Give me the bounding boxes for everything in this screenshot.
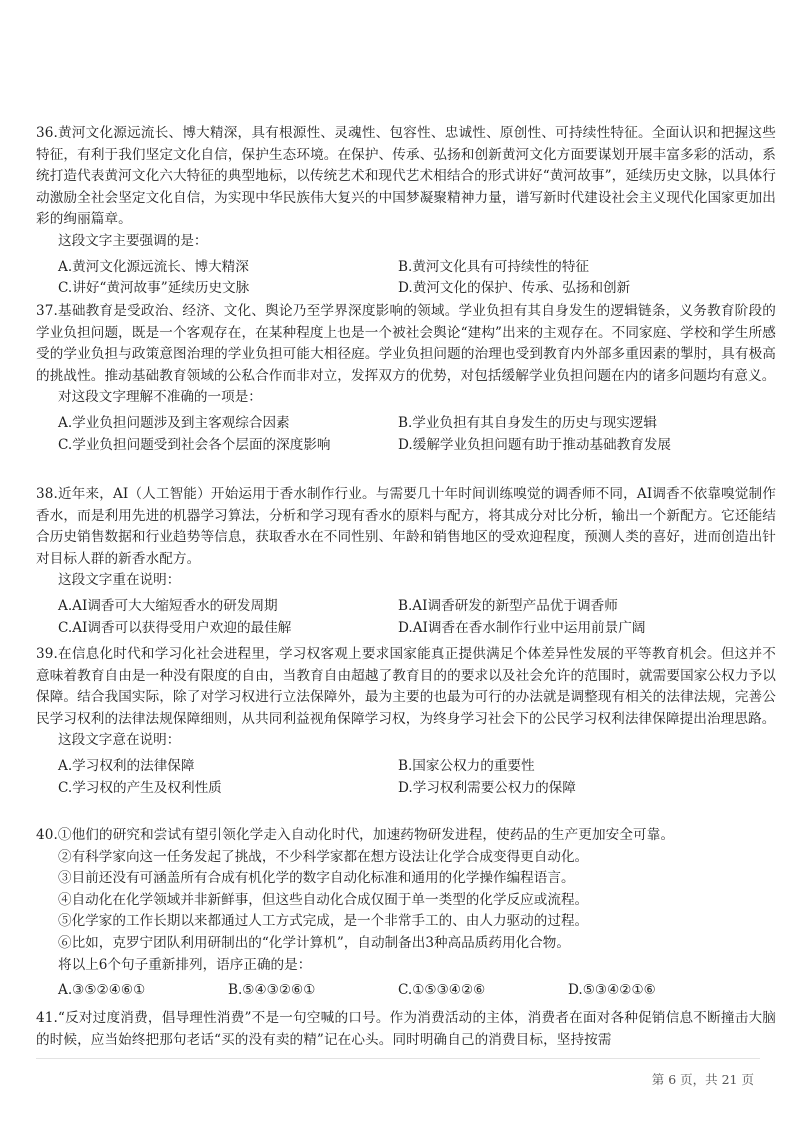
option-b[interactable]: B.⑤④③②⑥①: [228, 982, 316, 999]
question-39-ask: 这段文字意在说明：: [58, 732, 181, 749]
option-a[interactable]: A.黄河文化源远流长、博大精深: [58, 258, 249, 275]
question-38: [36, 484, 776, 639]
question-36-number: 36.: [36, 125, 58, 141]
sentence-3: ③目前还没有可涵盖所有合成有机化学的数字自动化标准和通用的化学操作编程语言。: [58, 870, 575, 887]
question-36-ask: 这段文字主要强调的是：: [58, 232, 208, 249]
option-d[interactable]: D.黄河文化的保护、传承、弘扬和创新: [398, 280, 631, 297]
question-36-text: 黄河文化源远流长、博大精深，具有根源性、灵魂性、包容性、忠诚性、原创性、可持续性特征。全面认识和把握这些特征，有利于我们坚定文化自信，保护生态环境。在保护、传承、弘扬和创新黄河文化方面要谋划开展丰富多彩的活动，系统打造代表黄河文化六大特征的典型地标，以传统艺术和现代艺术相结合的形式讲好“黄河故事”，延续历史文脉，以具体行动激励全社会坚定文化自信，为实现中华民族伟大复兴的中国梦凝聚精神力量，谱写新时代建设社会主义现代化国家更加出彩的绚丽篇章。: [36, 125, 776, 228]
question-38-text: 近年来，AI（人工智能）开始运用于香水制作行业。与需要几十年时间训练嗅觉的调香师不同，AI调香不依靠嗅觉制作香水，而是利用先进的机器学习算法，分析和学习现有香水的原料与配方，将其成分对比分析，输出一个新配方。它还能结合历史销售数据和行业趋势等信息，获取香水在不同性别、年龄和销售地区的受欢迎程度，预测人类的喜好，进而创造出针对目标人群的新香水配方。: [36, 486, 776, 567]
question-37-options: [58, 413, 776, 456]
question-37-text: 基础教育是受政治、经济、文化、舆论乃至学界深度影响的领域。学业负担有其自身发生的逻辑链条，义务教育阶段的学业负担问题，既是一个客观存在，在某种程度上也是一个被社会舆论“建构”出来的主观存在。不同家庭、学校和学生所感受的学业负担与政策意图治理的学业负担可能大相径庭。学业负担问题的治理也受到教育内外部多重因素的掣肘，具有极高的挑战性。推动基础教育领域的公私合作而非对立，发挥双方的优势，对包括缓解学业负担问题在内的诸多问题均有意义。: [36, 303, 776, 384]
option-c[interactable]: C.学习权的产生及权利性质: [58, 779, 222, 796]
question-38-options: [58, 596, 776, 639]
question-40-options: [58, 980, 776, 1002]
question-39-options: [58, 756, 776, 799]
option-b[interactable]: B.学业负担有其自身发生的历史与现实逻辑: [398, 414, 657, 431]
question-37-number: 37.: [36, 303, 58, 319]
question-39-text: 在信息化时代和学习化社会进程里，学习权客观上要求国家能真正提供满足个体差异性发展的平等教育机会。但这并不意味着教育自由是一种没有限度的自由，当教育自由超越了教育目的的要求以及社会允许的范围时，就需要国家公权力予以保障。结合我国实际，除了对学习权进行立法保障外，最为主要的也最为可行的办法就是调整现有相关的法律法规，完善公民学习权利的法律法规保障细则，从共同利益视角保障学习权，为终身学习社会下的公民学习权利法律保障提出治理思路。: [36, 646, 776, 727]
question-41-number: 41.: [36, 1010, 58, 1026]
question-36-stem: [36, 123, 776, 231]
option-a[interactable]: A.AI调香可大大缩短香水的研发周期: [58, 597, 278, 614]
sentence-6: ⑥比如，克罗宁团队利用研制出的“化学计算机”，自动制备出3种高品质药用化合物。: [58, 934, 570, 951]
footer-divider: [36, 1058, 760, 1059]
sentence-2: ②有科学家向这一任务发起了挑战，不少科学家都在想方设法让化学合成变得更自动化。: [58, 848, 589, 865]
option-c[interactable]: C.学业负担问题受到社会各个层面的深度影响: [58, 436, 331, 453]
option-d[interactable]: D.⑤③④②①⑥: [568, 982, 656, 999]
question-36-options: [58, 257, 776, 300]
question-40-number: 40.: [36, 827, 58, 843]
option-a[interactable]: A.学业负担问题涉及到主客观综合因素: [58, 414, 290, 431]
question-38-stem: [36, 484, 776, 570]
question-40-stem: [36, 825, 776, 847]
sentence-4: ④自动化在化学领域并非新鲜事，但这些自动化合成仅囿于单一类型的化学反应或流程。: [58, 891, 589, 908]
question-37: [36, 301, 776, 456]
question-37-ask: 对这段文字理解不准确的一项是：: [58, 389, 262, 406]
option-b[interactable]: B.国家公权力的重要性: [398, 757, 535, 774]
sentence-1: ①他们的研究和尝试有望引领化学走入自动化时代，加速药物研发进程，使药品的生产更加安全可靠。: [57, 827, 675, 843]
question-39-stem: [36, 644, 776, 730]
question-41-stem: [36, 1008, 776, 1051]
option-b[interactable]: B.黄河文化具有可持续性的特征: [398, 258, 590, 275]
option-a[interactable]: A.③⑤②④⑥①: [58, 982, 146, 999]
option-a[interactable]: A.学习权利的法律保障: [58, 757, 195, 774]
option-c[interactable]: C.①⑤③④②⑥: [398, 982, 486, 999]
question-36: [36, 123, 776, 300]
question-38-ask: 这段文字重在说明：: [58, 572, 181, 589]
option-b[interactable]: B.AI调香研发的新型产品优于调香师: [398, 597, 618, 614]
question-39: [36, 644, 776, 799]
question-41-text: “反对过度消费，倡导理性消费”不是一句空喊的口号。作为消费活动的主体，消费者在面对各种促销信息不断撞击大脑的时候，应当始终把那句老话“买的没有卖的精”记在心头。同时明确自己的消费目标，坚持按需: [36, 1010, 776, 1048]
question-41: [36, 1008, 776, 1051]
option-d[interactable]: D.AI调香在香水制作行业中运用前景广阔: [398, 619, 646, 636]
option-c[interactable]: C.讲好“黄河故事”延续历史文脉: [58, 280, 250, 297]
question-38-number: 38.: [36, 486, 58, 502]
option-d[interactable]: D.缓解学业负担问题有助于推动基础教育发展: [398, 436, 672, 453]
option-d[interactable]: D.学习权利需要公权力的保障: [398, 779, 576, 796]
question-40-ask: 将以上6个句子重新排列，语序正确的是：: [58, 956, 312, 973]
question-39-number: 39.: [36, 646, 58, 662]
question-40: [36, 825, 776, 1002]
page-number: 第 6 页，共 21 页: [651, 1072, 754, 1087]
option-c[interactable]: C.AI调香可以获得受用户欢迎的最佳解: [58, 619, 292, 636]
sentence-5: ⑤化学家的工作长期以来都通过人工方式完成，是一个非常手工的、由人力驱动的过程。: [58, 913, 589, 930]
question-37-stem: [36, 301, 776, 387]
